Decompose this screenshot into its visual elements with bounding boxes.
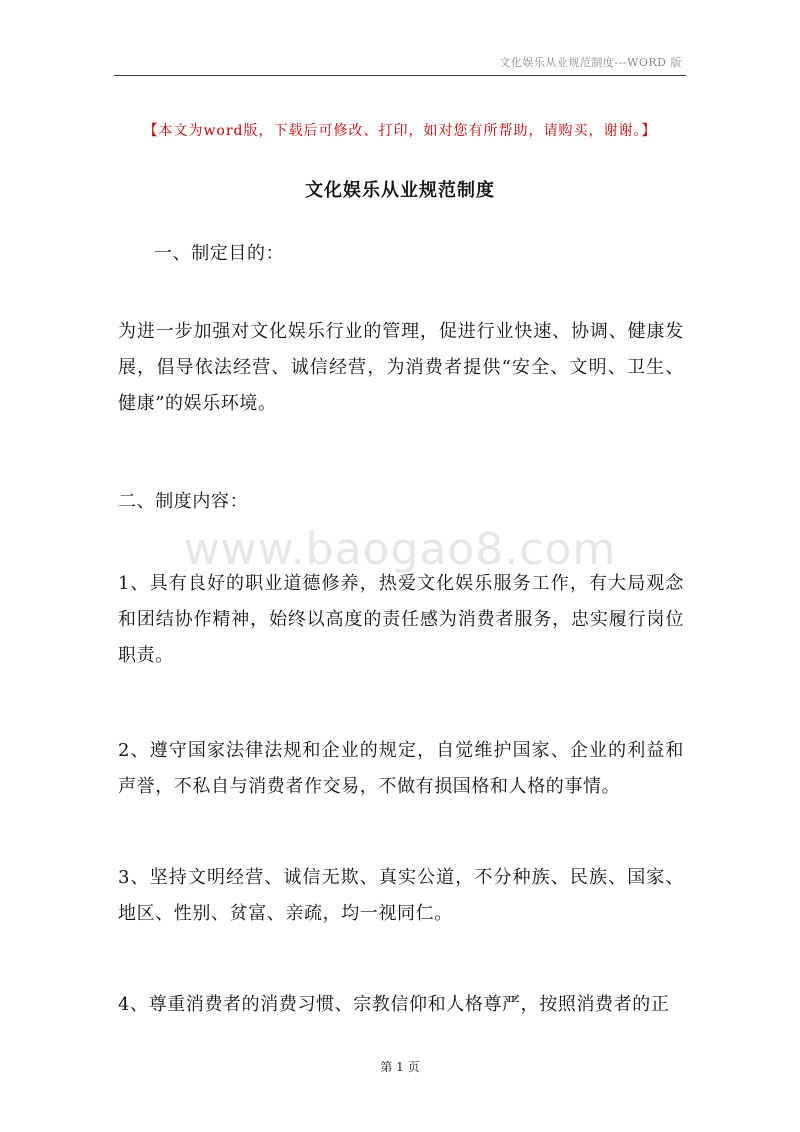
paragraph-item-2: 2、遵守国家法律法规和企业的规定，自觉维护国家、企业的利益和声誉，不私自与消费者作交易，不做有损国格和人格的事情。 bbox=[118, 740, 684, 797]
watermark: www.baogao8.com bbox=[183, 524, 617, 575]
paragraph-purpose: 为进一步加强对文化娱乐行业的管理，促进行业快速、协调、健康发展，倡导依法经营、诚信经营，为消费者提供“安全、文明、卫生、健康”的娱乐环境。 bbox=[118, 321, 684, 414]
paragraph-item-4: 4、尊重消费者的消费习惯、宗教信仰和人格尊严，按照消费者的正 bbox=[118, 994, 670, 1015]
header-divider bbox=[114, 75, 686, 76]
page-number: 第 1 页 bbox=[380, 1060, 420, 1074]
section-heading-purpose: 一、制定目的： bbox=[154, 243, 285, 264]
document-title: 文化娱乐从业规范制度 bbox=[305, 180, 495, 201]
paragraph-item-1: 1、具有良好的职业道德修养，热爱文化娱乐服务工作，有大局观念和团结协作精神，始终以高度的责任感为消费者服务，忠实履行岗位职责。 bbox=[118, 573, 684, 666]
running-header: 文化娱乐从业规范制度---WORD 版 bbox=[499, 56, 682, 69]
purchase-notice: 【本文为word版，下载后可修改、打印，如对您有所帮助，请购买，谢谢。】 bbox=[143, 123, 657, 139]
paragraph-item-3: 3、坚持文明经营、诚信无欺、真实公道，不分种族、民族、国家、地区、性别、贫富、亲疏，均一视同仁。 bbox=[118, 867, 684, 924]
section-heading-content: 二、制度内容： bbox=[118, 491, 249, 512]
